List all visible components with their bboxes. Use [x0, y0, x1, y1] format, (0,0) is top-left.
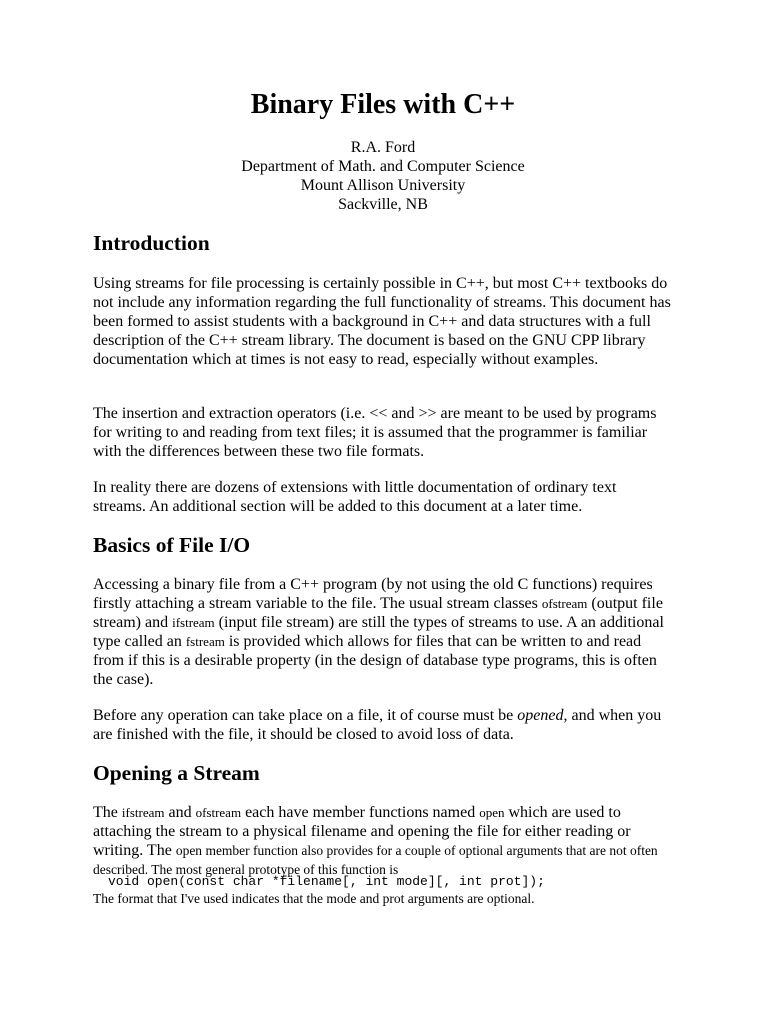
author-block [93, 138, 673, 214]
author-name: R.A. Ford [350, 139, 416, 156]
basics-p1-text-c: (input file stream) are still the types of streams to use. A an additional type called an [93, 614, 664, 650]
basics-paragraph-2 [93, 706, 673, 744]
basics-p1-text-b: (output file stream) and [93, 595, 663, 631]
term-ifstream: ifstream [172, 615, 215, 630]
term-ofstream: ofstream [541, 596, 588, 611]
heading-opening-stream: Opening a Stream [93, 761, 260, 785]
basics-paragraph-1 [93, 575, 673, 689]
emphasis-opened: opened [517, 707, 564, 724]
term-ofstream-2: ofstream [195, 805, 242, 820]
term-ifstream-2: ifstream [121, 805, 165, 820]
term-open: open [479, 805, 505, 820]
document-title: Binary Files with C++ [250, 89, 516, 120]
heading-introduction: Introduction [93, 231, 210, 255]
term-open-2: open [175, 843, 203, 858]
basics-p1-text-d: is provided which allows for files that can be written to and read from if this is a desirable property (in the design of database type programs, this is often the case). [93, 633, 657, 688]
author-location: Sackville, NB [338, 196, 428, 213]
opening-paragraph-1 [93, 803, 673, 879]
opening-note: The format that I've used indicates that the mode and prot arguments are optional. [93, 891, 535, 906]
author-department: Department of Math. and Computer Science [241, 158, 525, 175]
author-university: Mount Allison University [300, 177, 466, 194]
heading-basics-file-io: Basics of File I/O [93, 533, 251, 557]
opening-p1-text-e: member function also provides for a couple of optional arguments that are not often described. The most general prototype of this function is [93, 843, 658, 877]
code-open-prototype: void open(const char *filename[, int mode][, int prot]); [108, 874, 545, 889]
intro-paragraph-1: Using streams for file processing is certainly possible in C++, but most C++ textbooks do not include any information regarding the full functionality of streams. This document has been formed to assist students with a background in C++ and data structures with a full description of the C++ stream library. The document is based on the GNU CPP library documentation which at times is not easy to read, especially without examples. [93, 275, 671, 368]
term-fstream: fstream [185, 634, 225, 649]
intro-paragraph-2: The insertion and extraction operators (i.e. << and >> are meant to be used by programs for writing to and reading from text files; it is assumed that the programmer is familiar with the differences between these two file formats. [93, 405, 657, 460]
basics-p1-text-a: Accessing a binary file from a C++ program (by not using the old C functions) requires firstly attaching a stream variable to the file. The usual stream classes [93, 576, 653, 612]
opening-p1-text-a: The [93, 804, 122, 821]
opening-p1-text-d: which are used to attaching the stream to a physical filename and opening the file for either reading or writing. The [93, 804, 631, 859]
basics-p2-text-b: , and when you are finished with the file, it should be closed to avoid loss of data. [93, 707, 662, 743]
intro-paragraph-3: In reality there are dozens of extensions with little documentation of ordinary text streams. An additional section will be added to this document at a later time. [93, 479, 617, 515]
opening-p1-text-b: and [164, 804, 196, 821]
basics-p2-text-a: Before any operation can take place on a file, it of course must be [93, 707, 518, 724]
opening-p1-text-c: each have member functions named [241, 804, 480, 821]
